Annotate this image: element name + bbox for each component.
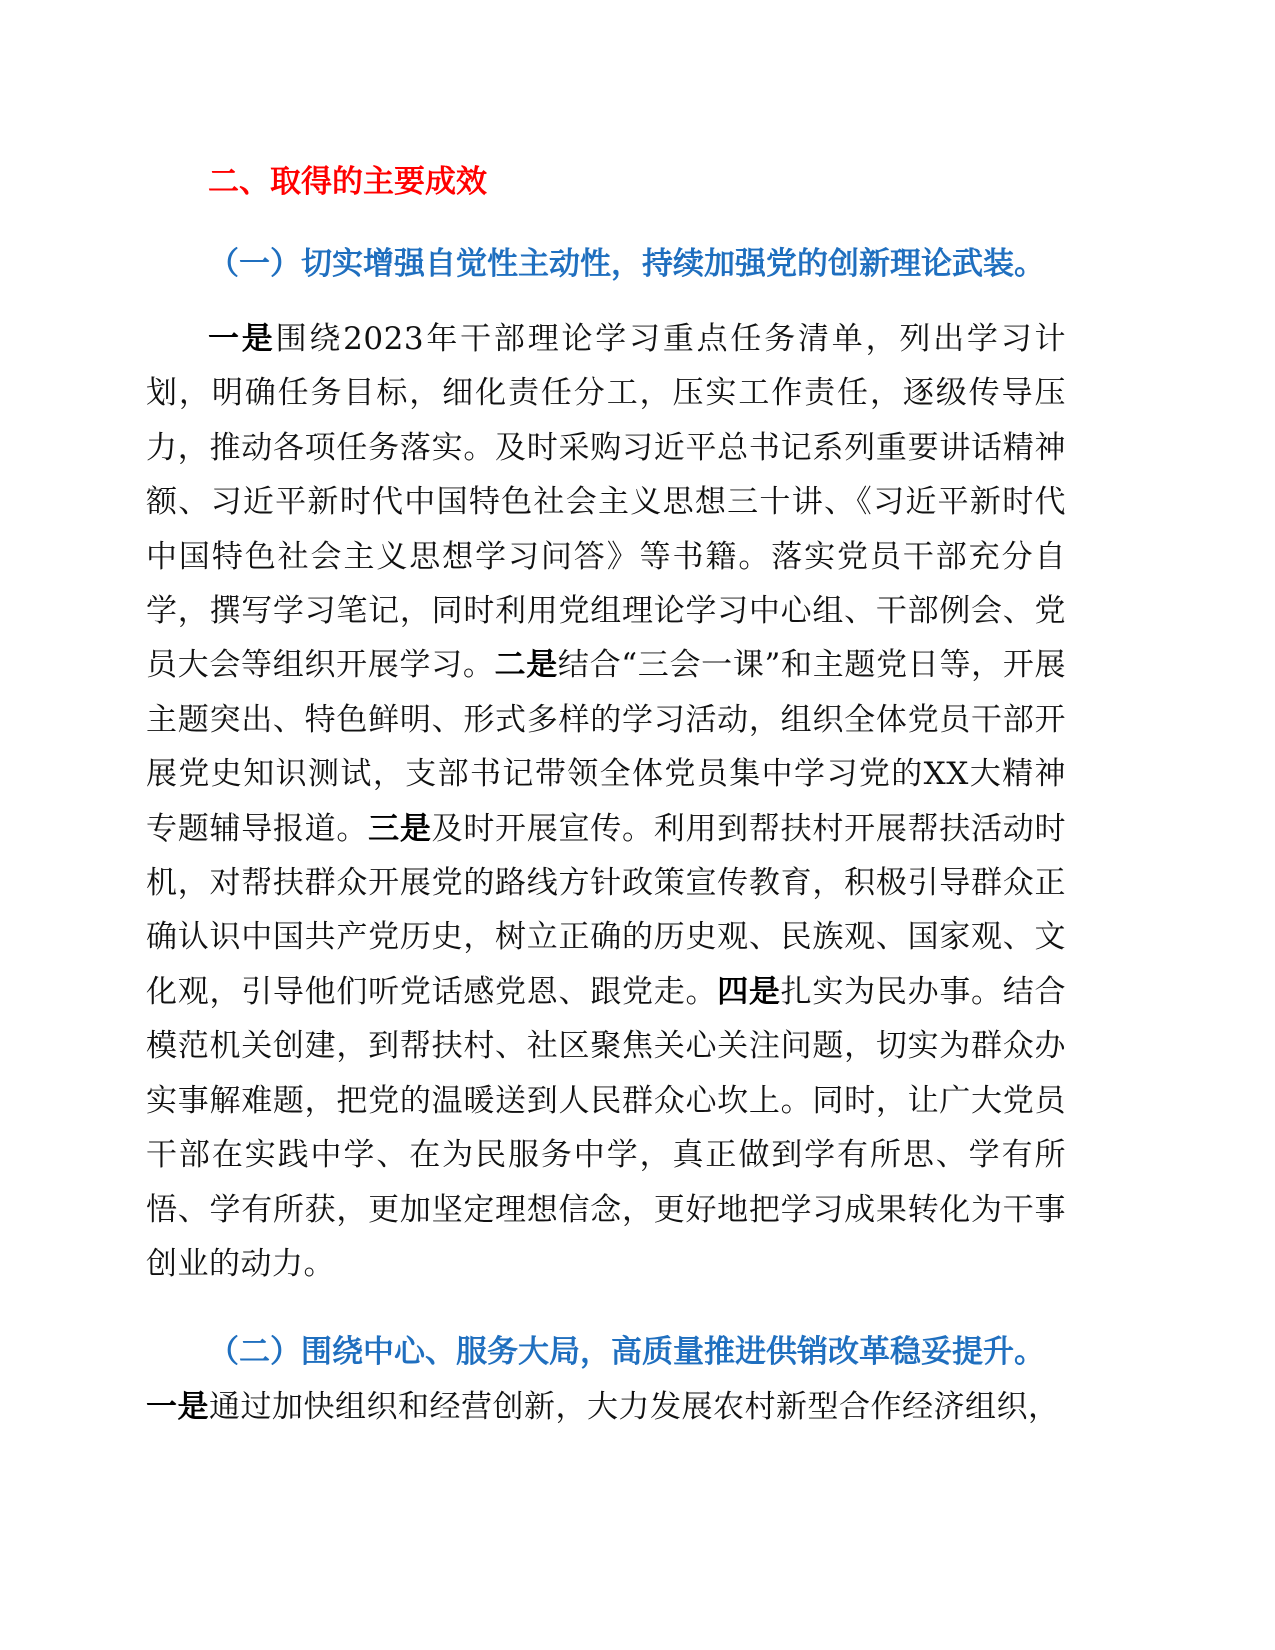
paragraph-text: 结合“三会一课”和主题党日等，开展主题突出、特色鲜明、形式多样的学习活动，组织全体党员干部开展党史知识测试，支部书记带领全体党员集中学习党的XX大精神专题辅导报道。 [146,647,1067,847]
subsection-heading-2: （二）围绕中心、服务大局，高质量推进供销改革稳妥提升。 [208,1334,1045,1370]
paragraph-text: 及时开展宣传。利用到帮扶村开展帮扶活动时机，对帮扶群众开展党的路线方针政策宣传教育，积极引导群众正确认识中国共产党历史，树立正确的历史观、民族观、国家观、文化观，引导他们听党话感党恩、跟党走。 [146,810,1067,1010]
lead-phrase: 三是 [368,810,432,847]
section-heading: 二、取得的主要成效 [208,164,487,200]
paragraph-text: 扎实为民办事。结合模范机关创建，到帮扶村、社区聚焦关心关注问题，切实为群众办实事解难题，把党的温暖送到人民群众心坎上。同时，让广大党员干部在实践中学、在为民服务中学，真正做到学有所思、学有所悟、学有所获，更加坚定理想信念，更好地把学习成果转化为干事创业的动力。 [146,973,1067,1282]
lead-phrase: 四是 [717,973,781,1010]
paragraph-text: 通过加快组织和经营创新，大力发展农村新型合作经济组织， [209,1389,1060,1425]
lead-phrase: 二是 [494,647,558,684]
paragraph-2 [146,1380,1066,1434]
lead-phrase: 一是 [208,321,276,357]
subsection-heading-1: （一）切实增强自觉性主动性，持续加强党的创新理论武装。 [208,246,1045,282]
paragraph-text: 围绕2023年干部理论学习重点任务清单，列出学习计划，明确任务目标，细化责任分工，压实工作责任，逐级传导压力，推动各项任务落实。及时采购习近平总书记系列重要讲话精神额、习近平新时代中国特色社会主义思想三十讲、《习近平新时代中国特色社会主义思想学习问答》等书籍。落实党员干部充分自学，撰写学习笔记，同时利用党组理论学习中心组、干部例会、党员大会等组织开展学习。 [146,321,1067,684]
lead-phrase: 一是 [146,1389,209,1425]
paragraph-1 [146,312,1066,1291]
